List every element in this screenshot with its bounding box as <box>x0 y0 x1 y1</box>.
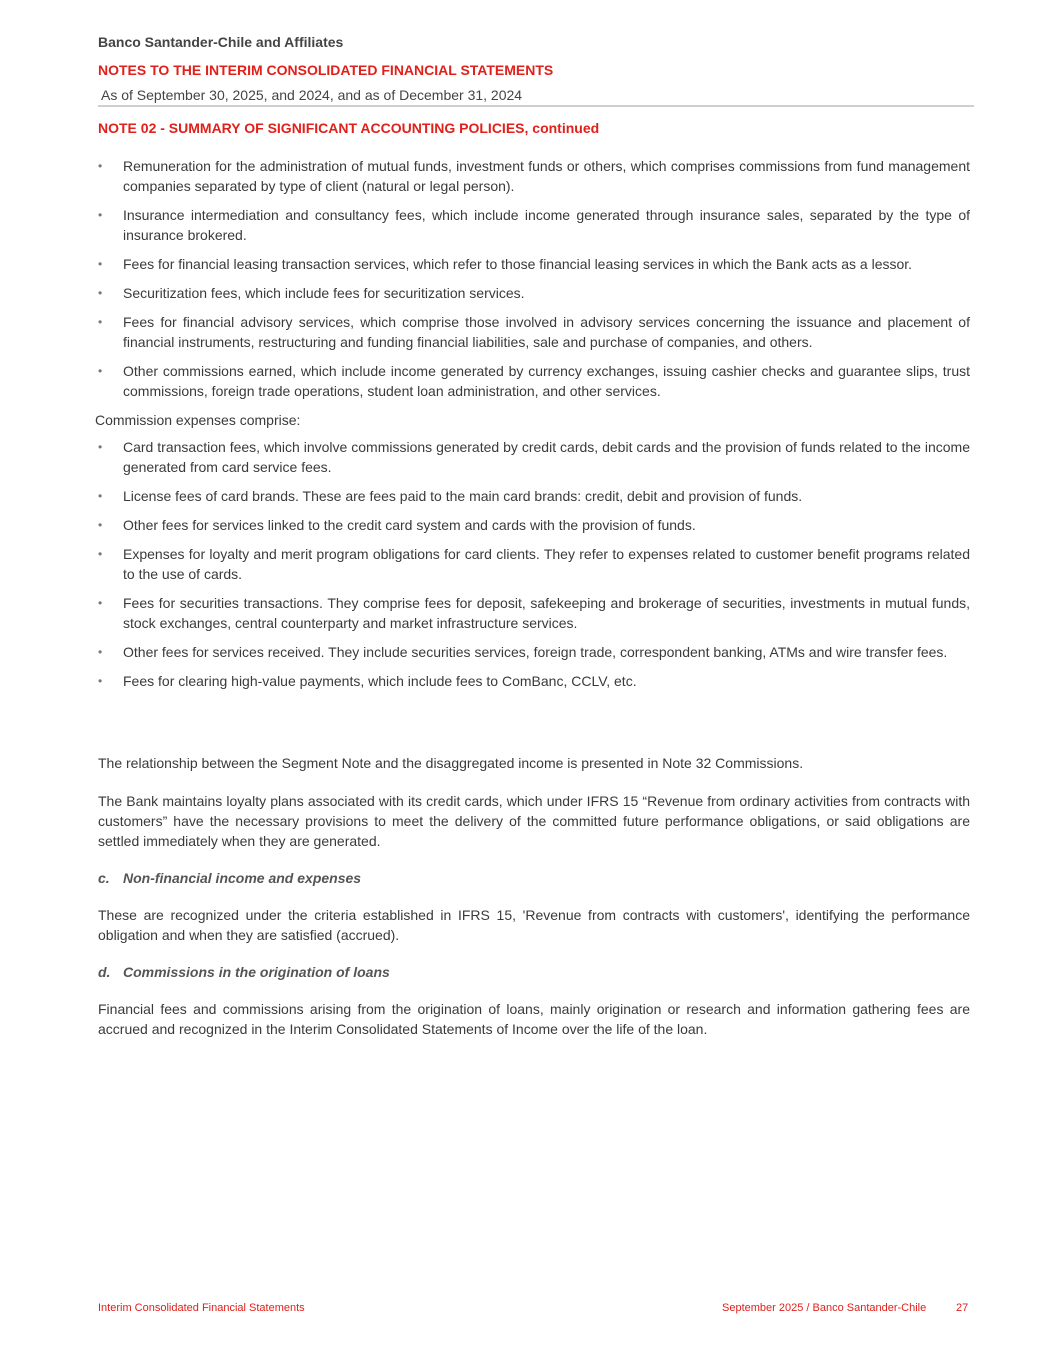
page-number: 27 <box>956 1302 969 1314</box>
list-item: • Fees for financial advisory services, which comprise those involved in advisory services concerning the issuance and placement of financial instruments, restructuring and funding financial liabilities, sale and purchase of companies, and others. <box>98 314 970 350</box>
bullet-icon: • <box>98 159 103 173</box>
bullet-icon: • <box>98 518 103 532</box>
list-item: • Fees for securities transactions. They comprise fees for deposit, safekeeping and brokerage of securities, investments in mutual funds, stock exchanges, central counterparty and market infrastructure services. <box>98 595 970 631</box>
list-item: • Expenses for loyalty and merit program obligations for card clients. They refer to expenses related to customer benefit programs related to the use of cards. <box>98 546 970 582</box>
section-c-heading <box>98 868 970 888</box>
footer-right: September 2025 / Banco Santander-Chile <box>722 1302 927 1314</box>
list-item: • Other commissions earned, which include income generated by currency exchanges, issuing cashier checks and guarantee slips, trust commissions, foreign trade operations, student loan administration, and other services. <box>98 363 970 399</box>
list-item: • Other fees for services received. They include securities services, foreign trade, correspondent banking, ATMs and wire transfer fees. <box>98 644 948 660</box>
expense-bullet-list <box>98 437 970 691</box>
bullet-icon: • <box>98 547 103 561</box>
notes-title: NOTES TO THE INTERIM CONSOLIDATED FINANCIAL STATEMENTS <box>98 62 554 78</box>
income-list-section <box>95 156 970 700</box>
list-item: • Other fees for services linked to the credit card system and cards with the provision of funds. <box>98 517 696 533</box>
section-d-heading <box>98 962 970 982</box>
bullet-icon: • <box>98 440 103 454</box>
list-item: • Insurance intermediation and consultancy fees, which include income generated through insurance sales, separated by the type of insurance brokered. <box>98 207 970 243</box>
list-item: • License fees of card brands. These are fees paid to the main card brands: credit, debit and provision of funds. <box>98 488 803 504</box>
bullet-icon: • <box>98 674 103 688</box>
section-c-title: Non-financial income and expenses <box>123 870 362 886</box>
list-item: • Fees for clearing high-value payments, which include fees to ComBanc, CCLV, etc. <box>98 673 637 689</box>
bullet-icon: • <box>98 489 103 503</box>
list-item: • Card transaction fees, which involve commissions generated by credit cards, debit cards and the provision of funds related to the income generated from card service fees. <box>98 439 970 475</box>
bullet-icon: • <box>98 286 103 300</box>
bullet-icon: • <box>98 257 103 271</box>
income-bullet-list <box>98 156 970 401</box>
section-d-title: Commissions in the origination of loans <box>123 964 390 980</box>
list-item: • Remuneration for the administration of mutual funds, investment funds or others, which comprises commissions from fund management companies separated by type of client (natural or legal person). <box>98 158 970 194</box>
date-line: As of September 30, 2025, and 2024, and as of December 31, 2024 <box>101 87 523 103</box>
body-section <box>98 753 970 1039</box>
segment-paragraph: The relationship between the Segment Note and the disaggregated income is presented in Note 32 Commissions. <box>98 755 804 771</box>
list-item: • Fees for financial leasing transaction services, which refer to those financial leasing services in which the Bank acts as a lessor. <box>98 256 913 272</box>
bullet-icon: • <box>98 315 103 329</box>
bullet-icon: • <box>98 364 103 378</box>
section-d-text: Financial fees and commissions arising from the origination of loans, mainly origination or research and information gathering fees are accrued and recognized in the Interim Consolidated Statements of Income over the life of the loan. <box>98 1001 970 1037</box>
section-d-letter: d. <box>98 964 111 980</box>
list-item: • Securitization fees, which include fees for securitization services. <box>98 285 525 301</box>
header-divider <box>98 105 974 107</box>
loyalty-paragraph: The Bank maintains loyalty plans associated with its credit cards, which under IFRS 15 “Revenue from ordinary activities from contracts with customers” have the necessary provisions to meet the delivery of the committed future performance obligations, or said obligations are settled immediately when they are generated. <box>98 793 970 849</box>
bullet-icon: • <box>98 208 103 222</box>
expenses-intro: Commission expenses comprise: <box>95 412 301 428</box>
company-name: Banco Santander-Chile and Affiliates <box>98 34 344 50</box>
section-c-letter: c. <box>98 870 110 886</box>
footer-left: Interim Consolidated Financial Statements <box>98 1302 305 1314</box>
bullet-icon: • <box>98 645 103 659</box>
bullet-icon: • <box>98 596 103 610</box>
note-heading: NOTE 02 - SUMMARY OF SIGNIFICANT ACCOUNTING POLICIES, continued <box>98 120 600 136</box>
section-c-text: These are recognized under the criteria established in IFRS 15, 'Revenue from contracts with customers', identifying the performance obligation and when they are satisfied (accrued). <box>98 907 970 943</box>
